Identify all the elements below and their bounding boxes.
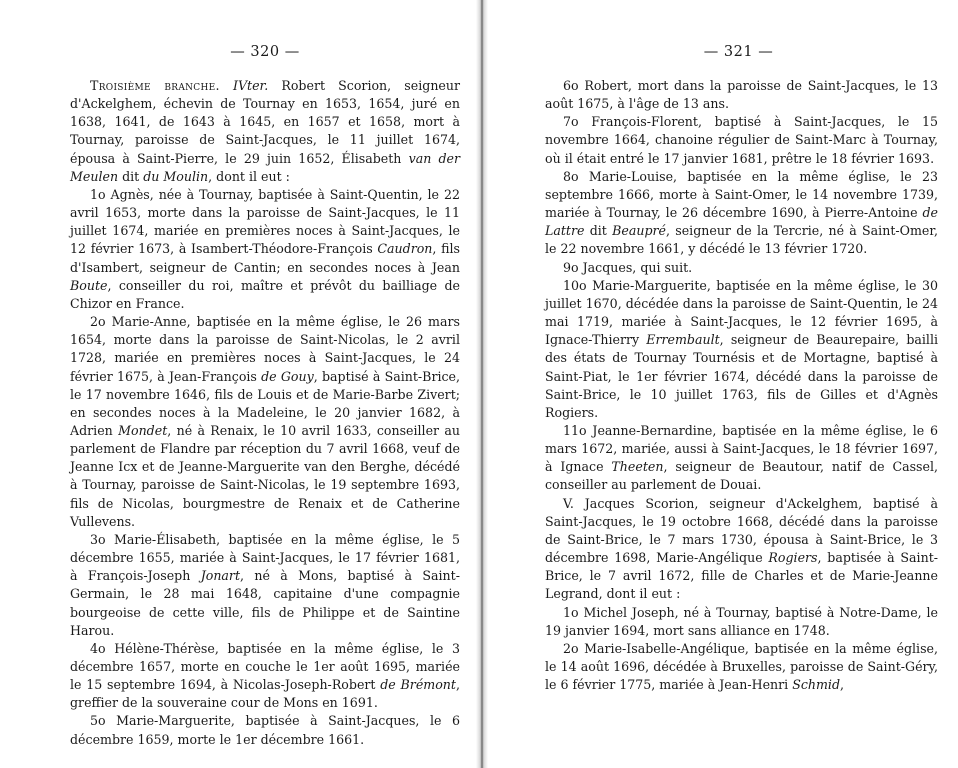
paragraph-branch-intro: Troisième branche. IVter. Robert Scorion, seigneur d'Ackelghem, échevin de Tournay en 1653, 1654, juré en 1638, 1641, de 1643 à 1645, en 1657 et 1658, mort à Tournay, paroisse de Saint-Jacques, le 11 juillet 1674, épousa à Saint-Pierre, le 29 juin 1652, Élisabeth van der Meulen dit du Moulin, dont il eut :	[70, 78, 461, 184]
child-entry: 7o François-Florent, baptisé à Saint-Jacques, le 15 novembre 1664, chanoine régulier de Saint-Marc à Tournay, où il était entré le 17 janvier 1681, prêtre le 18 février 1693.	[545, 114, 938, 166]
child-entry: 3o Marie-Élisabeth, baptisée en la même église, le 5 décembre 1655, mariée à Saint-Jacques, le 17 février 1681, à François-Joseph Jonart, né à Mons, baptisé à Saint-Germain, le 28 mai 1648, capitaine d'une compagnie bourgeoise de cette ville, fils de Philippe et de Saintine Harou.	[70, 531, 460, 638]
left-page	[0, 0, 478, 768]
child-entry: 11o Jeanne-Bernardine, baptisée en la même église, le 6 mars 1672, mariée, aussi à Saint-Jacques, le 18 février 1697, à Ignace Theeten, seigneur de Beautour, natif de Cassel, conseiller au parlement de Douai.	[545, 422, 938, 493]
child-entry: 5o Marie-Marguerite, baptisée à Saint-Jacques, le 6 décembre 1659, morte le 1er décembre 1661.	[70, 713, 460, 747]
page-number: — 320 —	[230, 44, 300, 60]
book-gutter	[476, 0, 488, 768]
right-page	[488, 0, 958, 768]
child-entry: 2o Marie-Isabelle-Angélique, baptisée en la même église, le 14 août 1696, décédée à Bruxelles, paroisse de Saint-Géry, le 6 février 1775, mariée à Jean-Henri Schmid,	[545, 640, 938, 693]
child-entry: 2o Marie-Anne, baptisée en la même église, le 26 mars 1654, morte dans la paroisse de Saint-Nicolas, le 2 avril 1728, mariée en premières noces à Saint-Jacques, le 24 février 1675, à Jean-François de Gouy, baptisé à Saint-Brice, le 17 novembre 1646, fils de Louis et de Marie-Barbe Zivert; en secondes noces à la Madeleine, le 20 janvier 1682, à Adrien Mondet, né à Renaix, le 10 avril 1633, conseiller au parlement de Flandre par réception du 7 avril 1668, veuf de Jeanne Icx et de Jeanne-Marguerite van den Berghe, décédé à Tournay, paroisse de Saint-Nicolas, le 19 septembre 1693, fils de Nicolas, bourgmestre de Renaix et de Catherine Vullevens.	[70, 314, 460, 529]
child-entry: 1o Agnès, née à Tournay, baptisée à Saint-Quentin, le 22 avril 1653, morte dans la paroisse de Saint-Jacques, le 11 juillet 1674, mariée en premières noces à Saint-Jacques, le 12 février 1673, à Isambert-Théodore-François Caudron, fils d'Isambert, seigneur de Cantin; en secondes noces à Jean Boute, conseiller du roi, maître et prévôt du bailliage de Chizor en France.	[70, 186, 460, 311]
generation-entry: V. Jacques Scorion, seigneur d'Ackelghem, baptisé à Saint-Jacques, le 19 octobre 1668, décédé dans la paroisse de Saint-Brice, le 7 mars 1730, épousa à Saint-Brice, le 3 décembre 1698, Marie-Angélique Rogiers, baptisée à Saint-Brice, le 7 avril 1672, fille de Charles et de Marie-Jeanne Legrand, dont il eut :	[545, 495, 939, 602]
page-number: — 321 —	[703, 44, 774, 60]
child-entry: 9o Jacques, qui suit.	[563, 259, 693, 275]
child-entry: 8o Marie-Louise, baptisée en la même église, le 23 septembre 1666, morte à Saint-Omer, le 14 novembre 1739, mariée à Tournay, le 26 décembre 1690, à Pierre-Antoine de Lattre dit Beaupré, seigneur de la Tercrie, né à Saint-Omer, le 22 novembre 1661, y décédé le 13 février 1720.	[545, 168, 938, 257]
child-entry: 6o Robert, mort dans la paroisse de Saint-Jacques, le 13 août 1675, à l'âge de 13 ans.	[545, 78, 938, 112]
section-label: Troisième branche.	[90, 78, 220, 93]
child-entry: 4o Hélène-Thérèse, baptisée en la même église, le 3 décembre 1657, morte en couche le 1er août 1695, mariée le 15 septembre 1694, à Nicolas-Joseph-Robert de Brémont, greffier de la souveraine cour de Mons en 1691.	[70, 640, 460, 711]
child-entry: 10o Marie-Marguerite, baptisée en la même église, le 30 juillet 1670, décédée dans la paroisse de Saint-Quentin, le 24 mai 1719, mariée à Saint-Jacques, le 12 février 1695, à Ignace-Thierry Errembault, seigneur de Beaurepaire, bailli des états de Tournay Tournésis et de Mortagne, baptisé à Saint-Piat, le 1er février 1674, décédé dans la paroisse de Saint-Brice, le 10 juillet 1763, fils de Gilles et d'Agnès Rogiers.	[545, 277, 938, 420]
section-number: IVter.	[232, 78, 269, 93]
child-entry: 1o Michel Joseph, né à Tournay, baptisé à Notre-Dame, le 19 janvier 1694, mort sans alliance en 1748.	[545, 604, 938, 638]
